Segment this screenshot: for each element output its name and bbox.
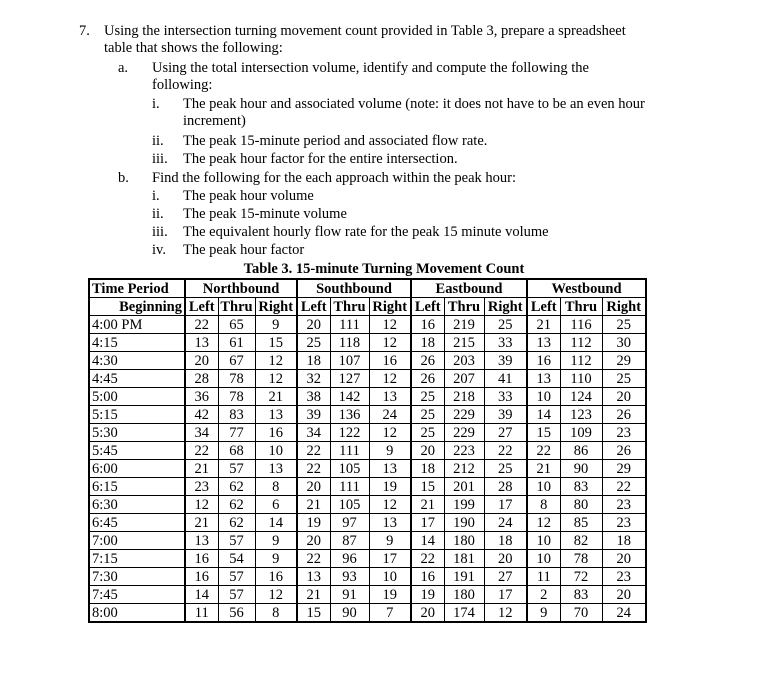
nb-thru-cell: 57: [218, 568, 255, 586]
sb-thru-cell: 118: [330, 334, 369, 352]
eb-right-cell: 24: [484, 514, 527, 532]
wb-left-cell: 8: [527, 496, 560, 514]
sb-left-cell: 20: [297, 478, 330, 496]
nb-left-cell: 21: [185, 460, 218, 478]
header-nb-thru: Thru: [218, 298, 255, 316]
eb-left-cell: 18: [411, 460, 444, 478]
eb-left-cell: 20: [411, 604, 444, 623]
wb-thru-cell: 123: [560, 406, 602, 424]
eb-left-cell: 25: [411, 424, 444, 442]
time-period-cell: 4:30: [89, 352, 185, 370]
eb-thru-cell: 190: [444, 514, 484, 532]
sb-left-cell: 39: [297, 406, 330, 424]
nb-thru-cell: 62: [218, 478, 255, 496]
part-b-item-2-num: ii.: [152, 206, 164, 222]
wb-right-cell: 24: [602, 604, 646, 623]
nb-left-cell: 12: [185, 496, 218, 514]
nb-right-cell: 16: [255, 424, 297, 442]
eb-thru-cell: 180: [444, 532, 484, 550]
nb-right-cell: 14: [255, 514, 297, 532]
wb-right-cell: 25: [602, 316, 646, 334]
header-northbound: Northbound: [185, 279, 297, 298]
eb-thru-cell: 174: [444, 604, 484, 623]
nb-right-cell: 13: [255, 406, 297, 424]
sb-thru-cell: 105: [330, 496, 369, 514]
wb-left-cell: 12: [527, 514, 560, 532]
sb-thru-cell: 127: [330, 370, 369, 388]
wb-right-cell: 25: [602, 370, 646, 388]
wb-thru-cell: 82: [560, 532, 602, 550]
sb-right-cell: 12: [369, 316, 411, 334]
wb-right-cell: 23: [602, 514, 646, 532]
table-row: [89, 532, 646, 550]
wb-left-cell: 13: [527, 370, 560, 388]
nb-left-cell: 42: [185, 406, 218, 424]
header-wb-left: Left: [527, 298, 560, 316]
eb-left-cell: 16: [411, 568, 444, 586]
table-row: [89, 586, 646, 604]
eb-thru-cell: 203: [444, 352, 484, 370]
sb-thru-cell: 111: [330, 478, 369, 496]
part-a-item-1-line2: increment): [183, 113, 246, 129]
wb-left-cell: 22: [527, 442, 560, 460]
turning-movement-table: [88, 278, 647, 623]
nb-left-cell: 13: [185, 532, 218, 550]
wb-left-cell: 10: [527, 388, 560, 406]
eb-thru-cell: 181: [444, 550, 484, 568]
nb-right-cell: 16: [255, 568, 297, 586]
wb-thru-cell: 72: [560, 568, 602, 586]
eb-thru-cell: 223: [444, 442, 484, 460]
eb-left-cell: 21: [411, 496, 444, 514]
sb-thru-cell: 111: [330, 316, 369, 334]
eb-left-cell: 16: [411, 316, 444, 334]
time-period-cell: 7:30: [89, 568, 185, 586]
sb-left-cell: 21: [297, 586, 330, 604]
sb-thru-cell: 91: [330, 586, 369, 604]
nb-right-cell: 13: [255, 460, 297, 478]
nb-thru-cell: 57: [218, 586, 255, 604]
table-row: [89, 460, 646, 478]
sb-left-cell: 22: [297, 550, 330, 568]
eb-thru-cell: 191: [444, 568, 484, 586]
header-southbound: Southbound: [297, 279, 411, 298]
part-a-line2: following:: [152, 77, 213, 93]
time-period-cell: 7:15: [89, 550, 185, 568]
eb-right-cell: 27: [484, 568, 527, 586]
eb-thru-cell: 180: [444, 586, 484, 604]
eb-left-cell: 26: [411, 370, 444, 388]
eb-right-cell: 39: [484, 406, 527, 424]
nb-thru-cell: 54: [218, 550, 255, 568]
time-period-cell: 4:00 PM: [89, 316, 185, 334]
question-intro-line1: Using the intersection turning movement count provided in Table 3, prepare a spreadsheet: [104, 23, 626, 39]
nb-thru-cell: 78: [218, 388, 255, 406]
nb-thru-cell: 67: [218, 352, 255, 370]
wb-thru-cell: 80: [560, 496, 602, 514]
sb-left-cell: 34: [297, 424, 330, 442]
wb-right-cell: 20: [602, 586, 646, 604]
eb-left-cell: 19: [411, 586, 444, 604]
nb-thru-cell: 57: [218, 532, 255, 550]
eb-right-cell: 17: [484, 586, 527, 604]
nb-thru-cell: 62: [218, 496, 255, 514]
wb-right-cell: 23: [602, 496, 646, 514]
nb-thru-cell: 77: [218, 424, 255, 442]
wb-right-cell: 29: [602, 352, 646, 370]
time-period-cell: 5:00: [89, 388, 185, 406]
sb-thru-cell: 107: [330, 352, 369, 370]
eb-thru-cell: 218: [444, 388, 484, 406]
part-b-item-2-text: The peak 15-minute volume: [183, 206, 347, 222]
eb-thru-cell: 229: [444, 406, 484, 424]
wb-left-cell: 10: [527, 532, 560, 550]
nb-right-cell: 6: [255, 496, 297, 514]
nb-left-cell: 16: [185, 550, 218, 568]
sb-thru-cell: 97: [330, 514, 369, 532]
table-row: [89, 568, 646, 586]
wb-left-cell: 9: [527, 604, 560, 623]
eb-thru-cell: 199: [444, 496, 484, 514]
question-intro-line2: table that shows the following:: [104, 40, 283, 56]
time-period-cell: 5:15: [89, 406, 185, 424]
wb-thru-cell: 86: [560, 442, 602, 460]
part-a-line1: Using the total intersection volume, identify and compute the following the: [152, 60, 589, 76]
table-row: [89, 514, 646, 532]
time-period-cell: 6:00: [89, 460, 185, 478]
nb-left-cell: 20: [185, 352, 218, 370]
nb-right-cell: 9: [255, 550, 297, 568]
wb-right-cell: 18: [602, 532, 646, 550]
eb-left-cell: 17: [411, 514, 444, 532]
wb-right-cell: 20: [602, 550, 646, 568]
eb-thru-cell: 212: [444, 460, 484, 478]
table-row: [89, 442, 646, 460]
nb-left-cell: 34: [185, 424, 218, 442]
nb-left-cell: 13: [185, 334, 218, 352]
wb-left-cell: 15: [527, 424, 560, 442]
header-eb-right: Right: [484, 298, 527, 316]
sb-right-cell: 10: [369, 568, 411, 586]
wb-right-cell: 26: [602, 442, 646, 460]
time-period-cell: 5:45: [89, 442, 185, 460]
table-row: [89, 334, 646, 352]
nb-left-cell: 22: [185, 316, 218, 334]
eb-right-cell: 39: [484, 352, 527, 370]
nb-left-cell: 11: [185, 604, 218, 623]
sb-left-cell: 21: [297, 496, 330, 514]
time-period-cell: 4:45: [89, 370, 185, 388]
eb-left-cell: 26: [411, 352, 444, 370]
time-period-cell: 6:45: [89, 514, 185, 532]
eb-right-cell: 27: [484, 424, 527, 442]
eb-left-cell: 25: [411, 406, 444, 424]
wb-left-cell: 21: [527, 460, 560, 478]
sb-right-cell: 13: [369, 514, 411, 532]
eb-right-cell: 25: [484, 316, 527, 334]
wb-thru-cell: 124: [560, 388, 602, 406]
wb-thru-cell: 112: [560, 334, 602, 352]
sb-thru-cell: 122: [330, 424, 369, 442]
eb-right-cell: 17: [484, 496, 527, 514]
nb-right-cell: 21: [255, 388, 297, 406]
table-row: [89, 550, 646, 568]
sb-left-cell: 22: [297, 442, 330, 460]
sb-left-cell: 32: [297, 370, 330, 388]
wb-left-cell: 11: [527, 568, 560, 586]
sb-thru-cell: 105: [330, 460, 369, 478]
nb-right-cell: 10: [255, 442, 297, 460]
wb-left-cell: 14: [527, 406, 560, 424]
part-a-item-1-line1: The peak hour and associated volume (note: it does not have to be an even hour: [183, 96, 645, 112]
part-b-item-3-num: iii.: [152, 224, 168, 240]
time-period-cell: 4:15: [89, 334, 185, 352]
eb-thru-cell: 207: [444, 370, 484, 388]
sb-thru-cell: 93: [330, 568, 369, 586]
header-sb-left: Left: [297, 298, 330, 316]
wb-thru-cell: 109: [560, 424, 602, 442]
sb-left-cell: 20: [297, 532, 330, 550]
question-number: 7.: [79, 23, 90, 39]
table-row: [89, 424, 646, 442]
part-a-item-2-text: The peak 15-minute period and associated flow rate.: [183, 133, 488, 149]
nb-right-cell: 8: [255, 604, 297, 623]
header-time-period: Time Period: [89, 279, 185, 298]
eb-right-cell: 41: [484, 370, 527, 388]
sb-right-cell: 7: [369, 604, 411, 623]
sb-right-cell: 24: [369, 406, 411, 424]
part-a-item-3-num: iii.: [152, 151, 168, 167]
wb-right-cell: 26: [602, 406, 646, 424]
wb-thru-cell: 116: [560, 316, 602, 334]
sb-left-cell: 20: [297, 316, 330, 334]
table-body: [89, 316, 646, 623]
sb-right-cell: 9: [369, 532, 411, 550]
table-row: [89, 370, 646, 388]
nb-left-cell: 21: [185, 514, 218, 532]
header-wb-thru: Thru: [560, 298, 602, 316]
nb-right-cell: 15: [255, 334, 297, 352]
eb-right-cell: 33: [484, 388, 527, 406]
table-row: [89, 496, 646, 514]
header-nb-right: Right: [255, 298, 297, 316]
eb-left-cell: 14: [411, 532, 444, 550]
nb-thru-cell: 78: [218, 370, 255, 388]
nb-right-cell: 9: [255, 316, 297, 334]
sb-right-cell: 12: [369, 370, 411, 388]
wb-right-cell: 22: [602, 478, 646, 496]
eb-left-cell: 25: [411, 388, 444, 406]
eb-right-cell: 12: [484, 604, 527, 623]
sb-right-cell: 13: [369, 388, 411, 406]
eb-right-cell: 33: [484, 334, 527, 352]
nb-left-cell: 28: [185, 370, 218, 388]
wb-thru-cell: 90: [560, 460, 602, 478]
time-period-cell: 8:00: [89, 604, 185, 623]
wb-thru-cell: 112: [560, 352, 602, 370]
table-row: [89, 352, 646, 370]
header-row-approaches: [89, 279, 646, 298]
wb-thru-cell: 110: [560, 370, 602, 388]
eb-left-cell: 15: [411, 478, 444, 496]
header-wb-right: Right: [602, 298, 646, 316]
wb-left-cell: 2: [527, 586, 560, 604]
nb-left-cell: 14: [185, 586, 218, 604]
sb-right-cell: 19: [369, 586, 411, 604]
nb-right-cell: 9: [255, 532, 297, 550]
sb-left-cell: 25: [297, 334, 330, 352]
part-b-item-1-num: i.: [152, 188, 160, 204]
sb-right-cell: 12: [369, 334, 411, 352]
wb-left-cell: 10: [527, 550, 560, 568]
header-nb-left: Left: [185, 298, 218, 316]
table-row: [89, 406, 646, 424]
sb-thru-cell: 96: [330, 550, 369, 568]
wb-right-cell: 29: [602, 460, 646, 478]
nb-thru-cell: 56: [218, 604, 255, 623]
header-eastbound: Eastbound: [411, 279, 527, 298]
part-a-label: a.: [118, 60, 129, 76]
sb-thru-cell: 142: [330, 388, 369, 406]
sb-left-cell: 18: [297, 352, 330, 370]
part-b-label: b.: [118, 170, 129, 186]
nb-left-cell: 36: [185, 388, 218, 406]
wb-thru-cell: 83: [560, 586, 602, 604]
time-period-cell: 6:15: [89, 478, 185, 496]
eb-right-cell: 18: [484, 532, 527, 550]
eb-right-cell: 22: [484, 442, 527, 460]
sb-right-cell: 16: [369, 352, 411, 370]
nb-thru-cell: 68: [218, 442, 255, 460]
header-sb-right: Right: [369, 298, 411, 316]
part-b-line1: Find the following for the each approach within the peak hour:: [152, 170, 517, 186]
header-westbound: Westbound: [527, 279, 646, 298]
wb-thru-cell: 83: [560, 478, 602, 496]
sb-left-cell: 13: [297, 568, 330, 586]
nb-thru-cell: 83: [218, 406, 255, 424]
sb-left-cell: 19: [297, 514, 330, 532]
sb-thru-cell: 87: [330, 532, 369, 550]
time-period-cell: 6:30: [89, 496, 185, 514]
nb-thru-cell: 57: [218, 460, 255, 478]
table-caption: Table 3. 15-minute Turning Movement Count: [243, 261, 525, 277]
header-eb-thru: Thru: [444, 298, 484, 316]
sb-right-cell: 17: [369, 550, 411, 568]
nb-left-cell: 22: [185, 442, 218, 460]
wb-thru-cell: 70: [560, 604, 602, 623]
sb-thru-cell: 111: [330, 442, 369, 460]
nb-thru-cell: 62: [218, 514, 255, 532]
part-a-item-3-text: The peak hour factor for the entire intersection.: [183, 151, 458, 167]
table-row: [89, 388, 646, 406]
nb-left-cell: 23: [185, 478, 218, 496]
time-period-cell: 7:45: [89, 586, 185, 604]
nb-thru-cell: 61: [218, 334, 255, 352]
wb-right-cell: 30: [602, 334, 646, 352]
eb-right-cell: 25: [484, 460, 527, 478]
nb-right-cell: 12: [255, 352, 297, 370]
nb-right-cell: 12: [255, 586, 297, 604]
header-sb-thru: Thru: [330, 298, 369, 316]
eb-left-cell: 20: [411, 442, 444, 460]
sb-right-cell: 12: [369, 424, 411, 442]
part-a-item-1-num: i.: [152, 96, 160, 112]
part-a-item-2-num: ii.: [152, 133, 164, 149]
header-beginning: Beginning: [89, 298, 185, 316]
part-b-item-3-text: The equivalent hourly flow rate for the peak 15 minute volume: [183, 224, 549, 240]
sb-left-cell: 15: [297, 604, 330, 623]
eb-right-cell: 28: [484, 478, 527, 496]
wb-left-cell: 10: [527, 478, 560, 496]
sb-right-cell: 13: [369, 460, 411, 478]
eb-right-cell: 20: [484, 550, 527, 568]
time-period-cell: 7:00: [89, 532, 185, 550]
time-period-cell: 5:30: [89, 424, 185, 442]
table-row: [89, 478, 646, 496]
wb-thru-cell: 78: [560, 550, 602, 568]
part-b-item-4-num: iv.: [152, 242, 166, 258]
wb-left-cell: 13: [527, 334, 560, 352]
header-row-movements: [89, 298, 646, 316]
wb-right-cell: 23: [602, 424, 646, 442]
table-row: [89, 604, 646, 623]
sb-left-cell: 38: [297, 388, 330, 406]
nb-thru-cell: 65: [218, 316, 255, 334]
eb-thru-cell: 219: [444, 316, 484, 334]
eb-left-cell: 18: [411, 334, 444, 352]
wb-left-cell: 16: [527, 352, 560, 370]
sb-right-cell: 9: [369, 442, 411, 460]
sb-thru-cell: 90: [330, 604, 369, 623]
eb-left-cell: 22: [411, 550, 444, 568]
sb-right-cell: 19: [369, 478, 411, 496]
table-row: [89, 316, 646, 334]
nb-right-cell: 12: [255, 370, 297, 388]
part-b-item-4-text: The peak hour factor: [183, 242, 305, 258]
wb-right-cell: 23: [602, 568, 646, 586]
header-eb-left: Left: [411, 298, 444, 316]
nb-right-cell: 8: [255, 478, 297, 496]
sb-right-cell: 12: [369, 496, 411, 514]
wb-right-cell: 20: [602, 388, 646, 406]
eb-thru-cell: 201: [444, 478, 484, 496]
part-b-item-1-text: The peak hour volume: [183, 188, 314, 204]
eb-thru-cell: 215: [444, 334, 484, 352]
wb-thru-cell: 85: [560, 514, 602, 532]
wb-left-cell: 21: [527, 316, 560, 334]
nb-left-cell: 16: [185, 568, 218, 586]
eb-thru-cell: 229: [444, 424, 484, 442]
sb-thru-cell: 136: [330, 406, 369, 424]
sb-left-cell: 22: [297, 460, 330, 478]
